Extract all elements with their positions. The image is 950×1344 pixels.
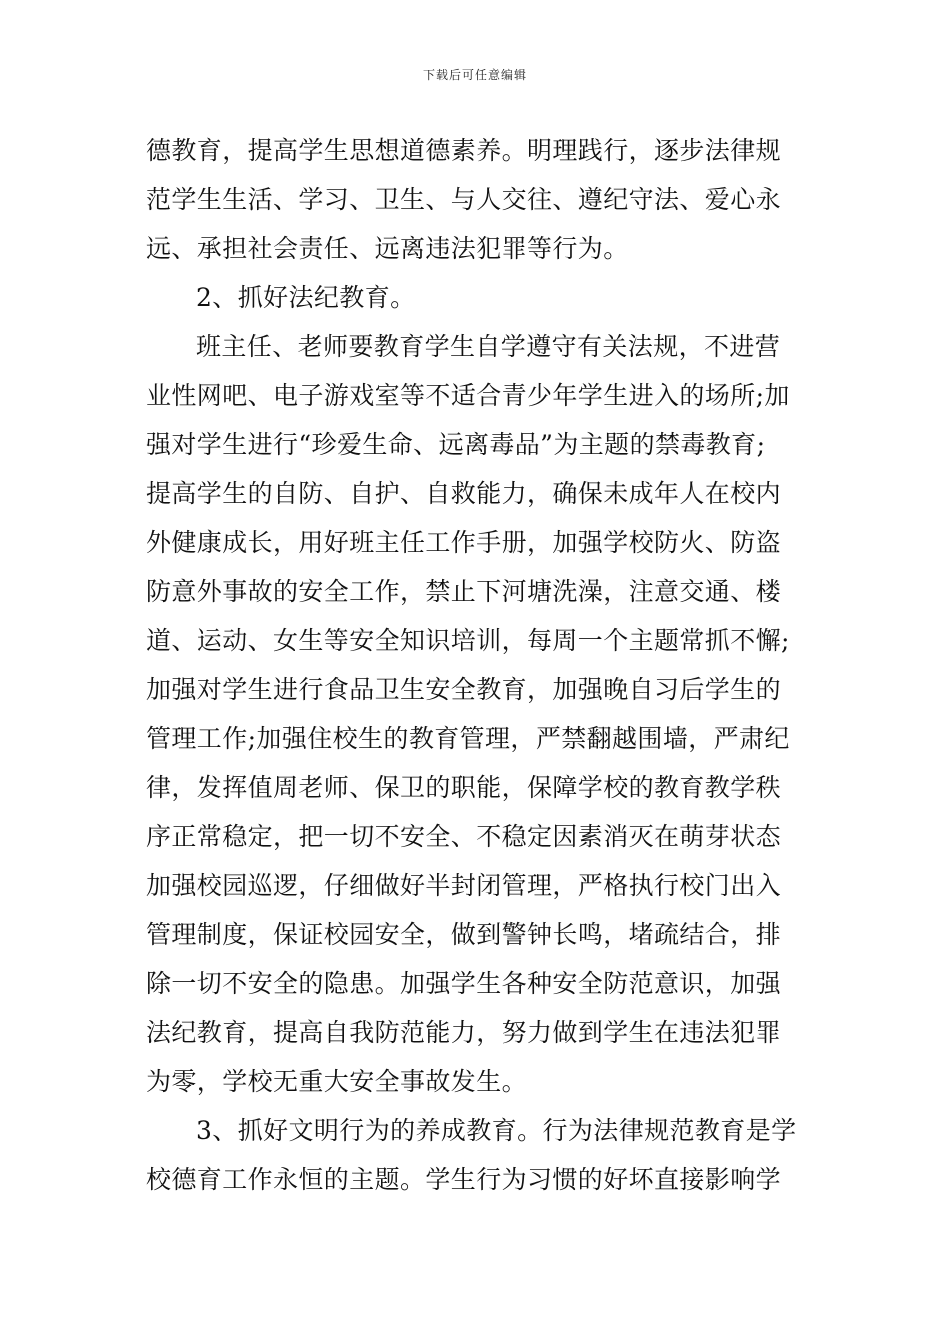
- text-line: 除一切不安全的隐患。加强学生各种安全防范意识，加强: [146, 969, 782, 998]
- page-header: 下载后可任意编辑: [422, 68, 527, 82]
- text-line: 防意外事故的安全工作，禁止下河塘洗澡，注意交通、楼: [146, 577, 782, 606]
- text-line: 为零，学校无重大安全事故发生。: [146, 1067, 528, 1096]
- text-line: 强对学生进行“珍爱生命、远离毒品”为主题的禁毒教育;: [146, 430, 766, 459]
- text-line: 序正常稳定，把一切不安全、不稳定因素消灭在萌芽状态: [146, 822, 782, 851]
- text-line: 业性网吧、电子游戏室等不适合青少年学生进入的场所;加: [146, 381, 790, 410]
- text-line: 管理工作;加强住校生的教育管理，严禁翻越围墙，严肃纪: [146, 724, 790, 753]
- section-heading: 2、抓好法纪教育。: [196, 283, 416, 312]
- text-line: 提高学生的自防、自护、自救能力，确保未成年人在校内: [146, 479, 782, 508]
- text-line: 道、运动、女生等安全知识培训，每周一个主题常抓不懈;: [146, 626, 790, 655]
- text-line: 外健康成长，用好班主任工作手册，加强学校防火、防盗: [146, 528, 782, 557]
- text-line: 管理制度，保证校园安全，做到警钟长鸣，堵疏结合，排: [146, 920, 782, 949]
- text-line: 班主任、老师要教育学生自学遵守有关法规，不进营: [196, 332, 781, 361]
- text-line: 校德育工作永恒的主题。学生行为习惯的好坏直接影响学: [146, 1165, 782, 1194]
- section-heading: 3、抓好文明行为的养成教育。行为法律规范教育是学: [196, 1116, 797, 1145]
- text-line: 法纪教育，提高自我防范能力，努力做到学生在违法犯罪: [146, 1018, 782, 1047]
- text-line: 律，发挥值周老师、保卫的职能，保障学校的教育教学秩: [146, 773, 782, 802]
- text-line: 加强对学生进行食品卫生安全教育，加强晚自习后学生的: [146, 675, 782, 704]
- text-line: 德教育，提高学生思想道德素养。明理践行，逐步法律规: [146, 136, 782, 165]
- text-line: 加强校园巡逻，仔细做好半封闭管理，严格执行校门出入: [146, 871, 782, 900]
- text-line: 远、承担社会责任、远离违法犯罪等行为。: [146, 234, 629, 263]
- text-line: 范学生生活、学习、卫生、与人交往、遵纪守法、爱心永: [146, 185, 782, 214]
- body-text: [146, 126, 810, 1204]
